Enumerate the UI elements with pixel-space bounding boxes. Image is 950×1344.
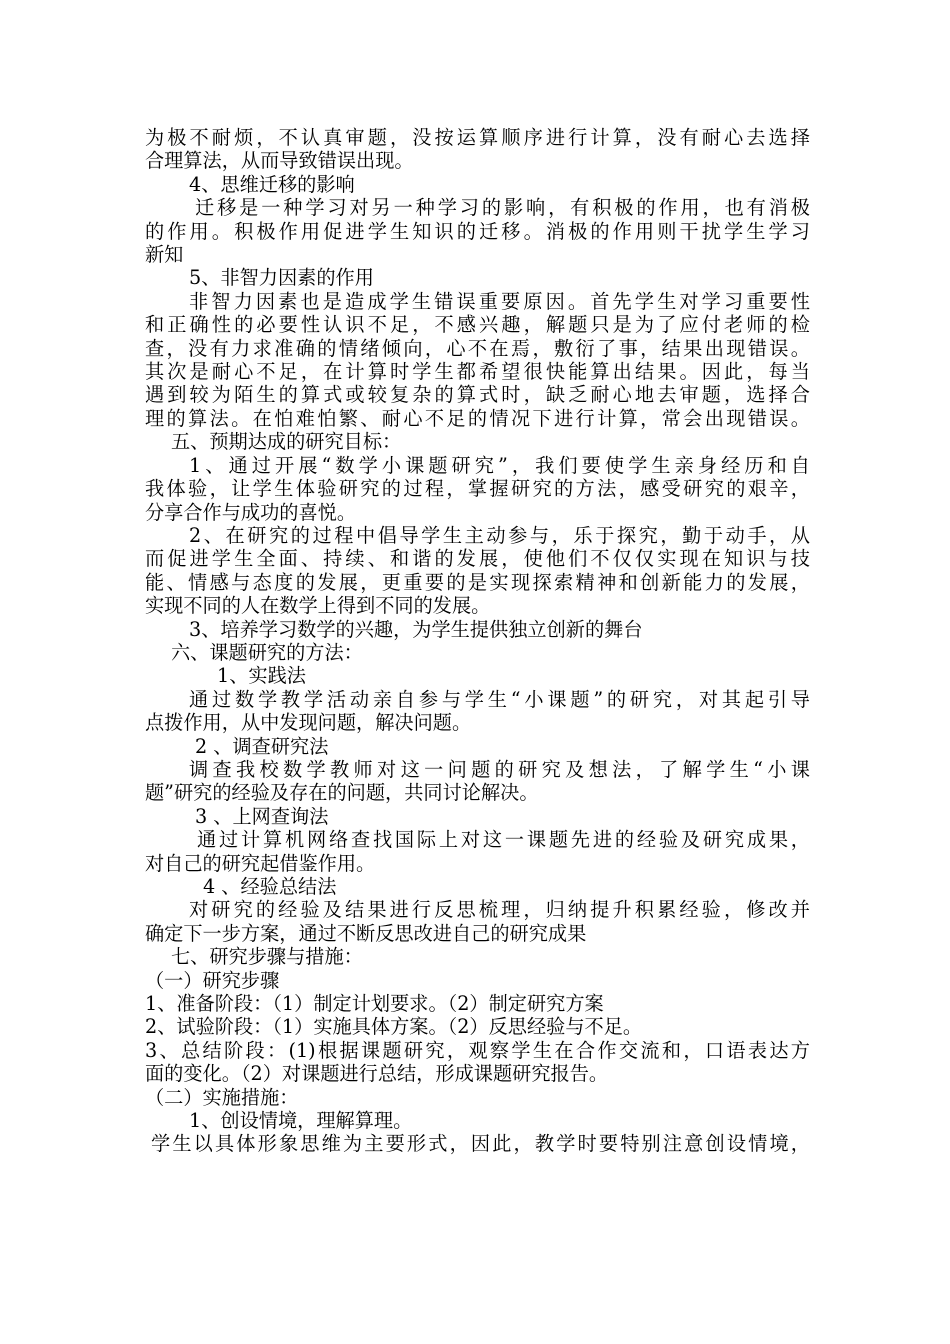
- text-line: 遇到较为陌生的算式或较复杂的算式时，缺乏耐心地去审题，选择合: [145, 383, 810, 407]
- text-line: 的作用。积极作用促进学生知识的迁移。消极的作用则干扰学生学习: [145, 219, 810, 243]
- text-line: 调查我校数学教师对这一问题的研究及想法，了解学生“小课: [189, 757, 810, 781]
- text-line: 非智力因素也是造成学生错误重要原因。首先学生对学习重要性: [189, 289, 810, 313]
- text-line: 2、试验阶段：（1）实施具体方案。（2）反思经验与不足。: [145, 1015, 643, 1039]
- text-line: 和正确性的必要性认识不足，不感兴趣，解题只是为了应付老师的检: [145, 313, 810, 337]
- text-line: 1、通过开展“数学小课题研究”，我们要使学生亲身经历和自: [189, 453, 810, 477]
- text-line: 而促进学生全面、持续、和谐的发展，使他们不仅仅实现在知识与技: [145, 547, 810, 571]
- text-line: 面的变化。（2）对课题进行总结，形成课题研究报告。: [145, 1062, 609, 1086]
- text-line: 4 、经验总结法: [203, 875, 337, 898]
- text-line: 5、非智力因素的作用: [189, 266, 374, 290]
- document-body: [145, 126, 810, 1156]
- text-line: 六、课题研究的方法：: [171, 640, 363, 664]
- text-line: 对自己的研究起借鉴作用。: [145, 851, 376, 875]
- text-line: 我体验，让学生体验研究的过程，掌握研究的方法，感受研究的艰辛，: [145, 477, 810, 501]
- text-line: 理的算法。在怕难怕繁、耐心不足的情况下进行计算，常会出现错误。: [145, 406, 810, 430]
- text-line: 1、创设情境，理解算理。: [189, 1109, 413, 1133]
- text-line: 1、实践法: [217, 664, 306, 688]
- text-line: 通过数学教学活动亲自参与学生“小课题”的研究，对其起引导: [189, 687, 810, 711]
- text-line: 迁移是一种学习对另一种学习的影响，有积极的作用，也有消极: [195, 196, 810, 220]
- text-line: 4、思维迁移的影响: [189, 172, 355, 196]
- text-line: 3 、上网查询法: [195, 804, 329, 828]
- text-line: 3、培养学习数学的兴趣，为学生提供独立创新的舞台: [189, 617, 643, 641]
- text-line: 点拨作用，从中发现问题，解决问题。: [145, 711, 472, 735]
- text-line: 实现不同的人在数学上得到不同的发展。: [145, 594, 491, 618]
- text-line: 确定下一步方案，通过不断反思改进自己的研究成果: [145, 921, 587, 945]
- text-line: 五、预期达成的研究目标：: [171, 430, 402, 454]
- text-line: （二）实施措施：: [145, 1085, 299, 1109]
- text-line: 其次是耐心不足，在计算时学生都希望很快能算出结果。因此，每当: [145, 360, 810, 384]
- text-line: 题”研究的经验及存在的问题，共同讨论解决。: [145, 781, 539, 805]
- text-line: 查，没有力求准确的情绪倾向，心不在焉，敷衍了事，结果出现错误。: [145, 336, 810, 360]
- text-line: 1、准备阶段：（1）制定计划要求。（2）制定研究方案: [145, 992, 604, 1016]
- text-line: 学生以具体形象思维为主要形式，因此，教学时要特别注意创设情境，: [151, 1132, 810, 1156]
- text-line: 能、情感与态度的发展，更重要的是实现探索精神和创新能力的发展，: [145, 570, 810, 594]
- text-line: 通过计算机网络查找国际上对这一课题先进的经验及研究成果，: [197, 828, 810, 852]
- text-line: （一）研究步骤: [145, 968, 280, 992]
- text-line: 分享合作与成功的喜悦。: [145, 500, 357, 524]
- text-line: 3、总结阶段：(1)根据课题研究，观察学生在合作交流和，口语表达方: [145, 1038, 810, 1062]
- text-line: 为极不耐烦，不认真审题，没按运算顺序进行计算，没有耐心去选择: [145, 126, 810, 149]
- text-line: 2、在研究的过程中倡导学生主动参与，乐于探究，勤于动手，从: [189, 523, 810, 547]
- text-line: 合理算法，从而导致错误出现。: [145, 149, 414, 173]
- text-line: 2 、调查研究法: [195, 734, 329, 758]
- text-line: 七、研究步骤与措施：: [171, 945, 363, 969]
- text-line: 新知: [145, 243, 184, 267]
- text-line: 对研究的经验及结果进行反思梳理，归纳提升积累经验，修改并: [189, 898, 810, 922]
